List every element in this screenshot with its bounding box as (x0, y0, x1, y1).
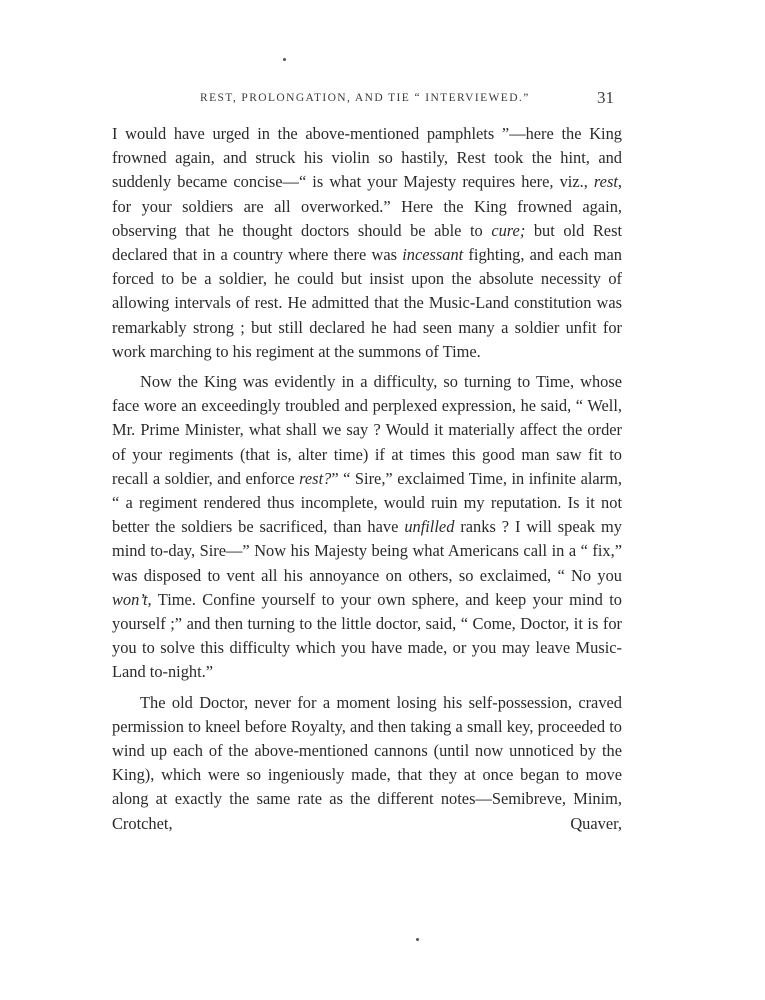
text-run: I would have urged in the above-mentioned pamphlets ”—here the King frowned again, and struck his violin so hastily, Rest took the hint, and suddenly became concise—“ is what your Majesty requires here, viz., (112, 124, 622, 192)
italic-text: cure; (491, 220, 526, 240)
italic-text: won’t (112, 589, 148, 609)
paragraph-3 (112, 691, 622, 836)
text-run: The old Doctor, never for a moment losing his self-possession, craved permission to kneel before Royalty, and then taking a small key, proceeded to wind up each of the above-mentioned cannons (until now unnoticed by the King), which were so ingeniously made, that they at once began to move along at exactly the same rate as the different notes—Semibreve, Minim, Crotchet, Quaver, (112, 692, 622, 833)
paragraph-1 (112, 122, 622, 364)
text-run: , Time. Confine yourself to your own sphere, and keep your mind to yourself ;” and then turning to the little doctor, said, “ Come, Doctor, it is for you to solve this difficulty which you have made, or you may leave Music-Land to-night.” (112, 589, 622, 682)
italic-text: rest (593, 172, 618, 192)
printing-speck (416, 938, 419, 941)
paragraph-2 (112, 370, 622, 685)
italic-text: incessant (402, 245, 464, 265)
printing-speck (283, 58, 286, 61)
text-run: ranks ? I will speak my mind to-day, Sire—” Now his Majesty being what Americans call in a “ fix,” was disposed to vent all his annoyance on others, so exclaimed, “ No you (112, 517, 623, 585)
text-run: fighting, and each man forced to be a soldier, he could but insist upon the absolute necessity of allowing intervals of rest. He admitted that the Music-Land constitution was remarkably strong ; but still declared he had seen many a soldier unfit for work marching to his regiment at the summons of Time. (112, 245, 622, 361)
text-run: but old Rest declared that in a country where there was (112, 220, 623, 265)
text-run: , for your soldiers are all overworked.” Here the King frowned again, observing that he thought doctors should be able to (112, 172, 622, 240)
italic-text: rest? (299, 468, 332, 488)
italic-text: unfilled (404, 517, 455, 537)
running-head: REST, PROLONGATION, AND TIE “ INTERVIEWED.” (200, 92, 530, 104)
body-text (112, 122, 622, 842)
text-run: Now the King was evidently in a difficulty, so turning to Time, whose face wore an exceedingly troubled and perplexed expression, he said, “ Well, Mr. Prime Minister, what shall we say ? Would it materially affect the order of your regiments (that is, alter time) if at times this good man saw fit to recall a soldier, and enforce (112, 372, 622, 488)
text-run: ” “ Sire,” exclaimed Time, in infinite alarm, “ a regiment rendered thus incomplete, would ruin my reputation. Is it not better the soldiers be sacrificed, than have (112, 468, 622, 537)
page-number: 31 (597, 88, 614, 107)
